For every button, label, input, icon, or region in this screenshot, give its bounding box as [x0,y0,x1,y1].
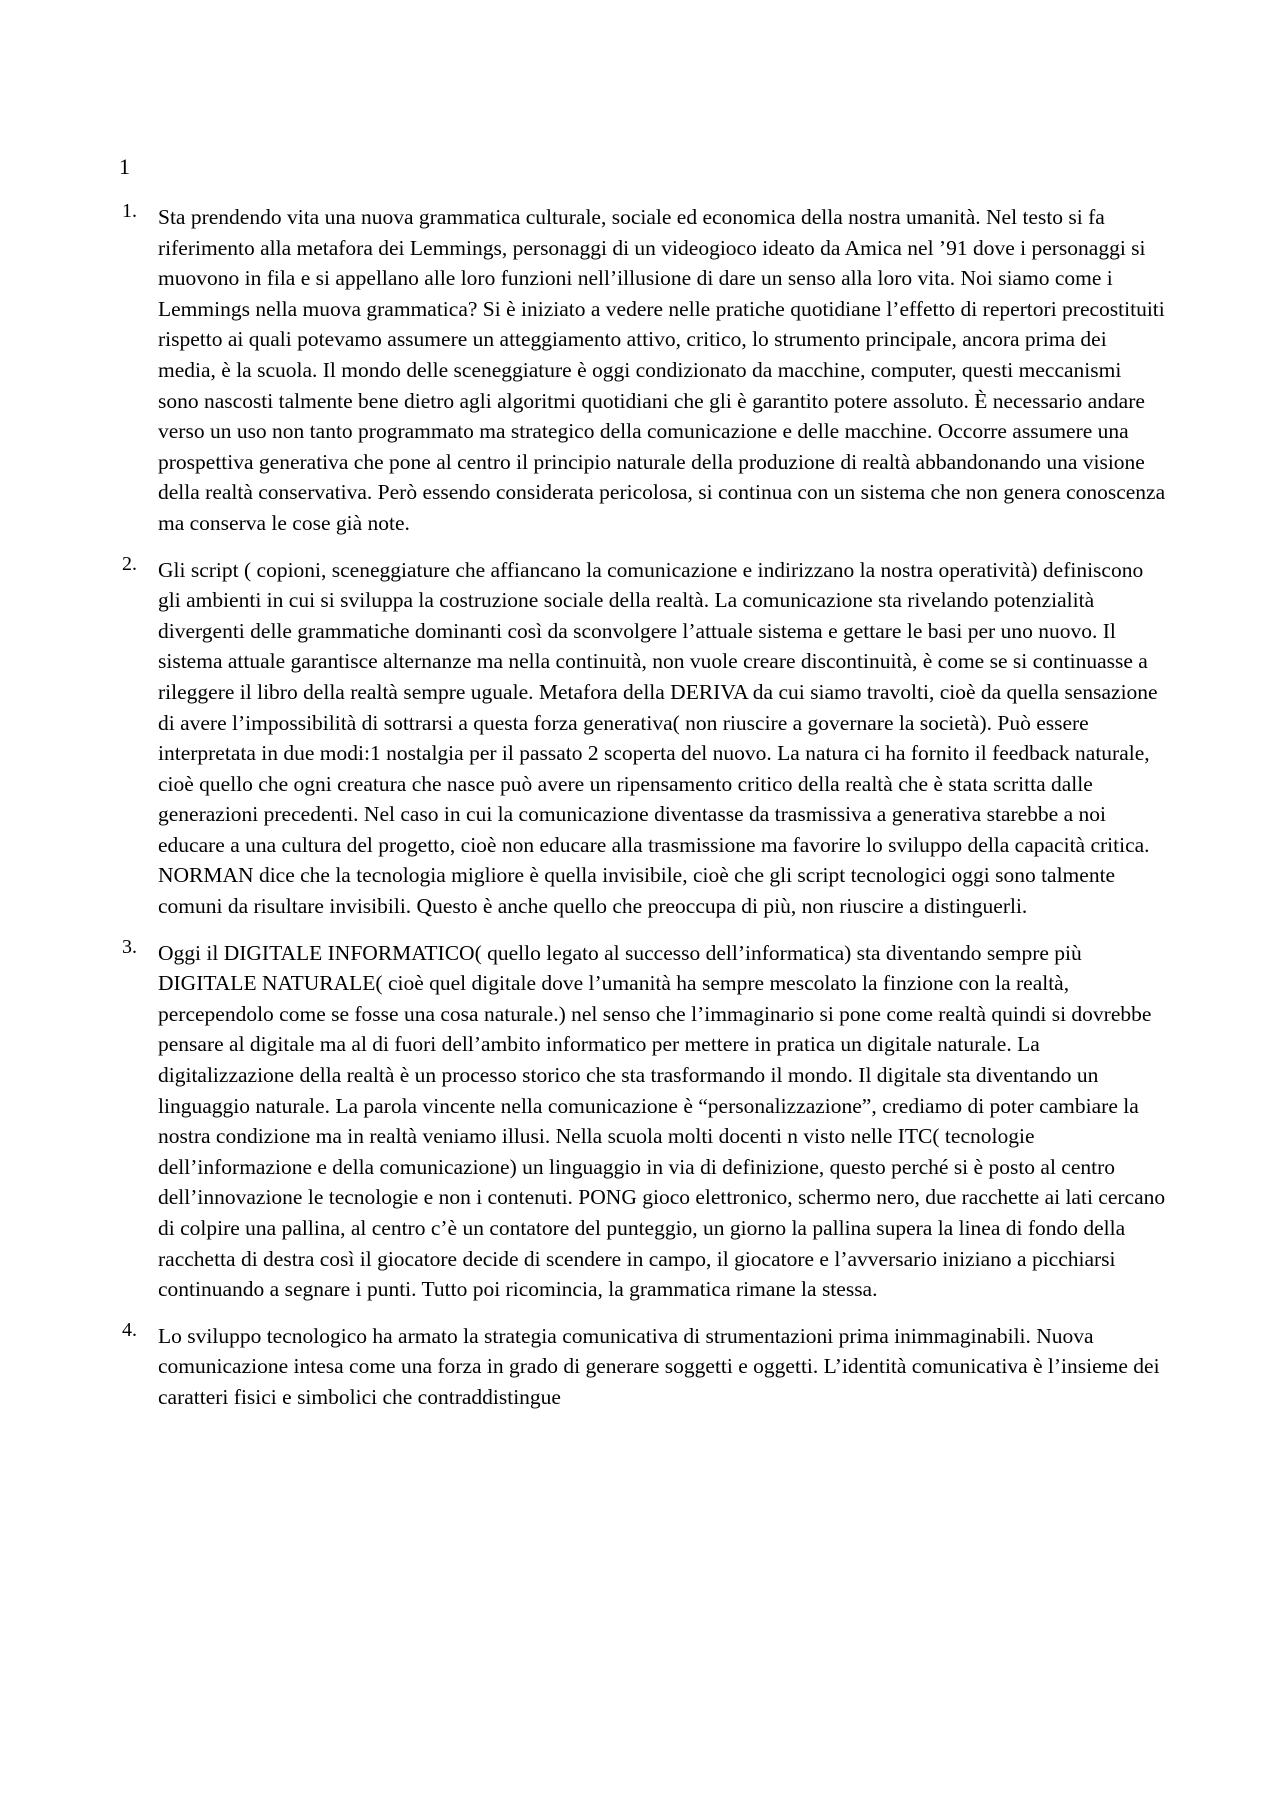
numbered-list [122,202,1167,1429]
list-item-text: Lo sviluppo tecnologico ha armato la strategia comunicativa di strumentazioni prima inimmaginabili. Nuova comunicazione intesa come una forza in grado di generare soggetti e oggetti. L’identità comunicativa è l’insieme dei caratteri fisici e simbolici che contraddistingue [158,1323,1160,1409]
list-item-number: 2. [122,552,137,575]
list-item-number: 1. [122,200,137,222]
list-item-text: Sta prendendo vita una nuova grammatica culturale, sociale ed economica della nostra umanità. Nel testo si fa riferimento alla metafora dei Lemmings, personaggi di un videogioco ideato da Amica nel ’91 dove i personaggi si muovono in fila e si appellano alle loro funzioni nell’illusione di dare un senso alla loro vita. Noi siamo come i Lemmings nella muova grammatica? Si è iniziato a vedere nelle pratiche quotidiane l’effetto di repertori precostituiti rispetto ai quali potevamo assumere un atteggiamento attivo, critico, lo strumento principale, ancora prima dei media, è la scuola. Il mondo delle sceneggiature è oggi condizionato da macchine, computer, questi meccanismi sono nascosti talmente bene dietro agli algoritmi quotidiani che gli è garantito potere assoluto. È necessario andare verso un uso non tanto programmato ma strategico della comunicazione e delle macchine. Occorre assumere una prospettiva generativa che pone al centro il principio naturale della produzione di realtà abbandonando una visione della realtà conservativa. Però essendo considerata pericolosa, si continua con un sistema che non genera conoscenza ma conserva le cose già note. [158,205,1166,535]
list-item-text: Oggi il DIGITALE INFORMATICO( quello legato al successo dell’informatica) sta diventando sempre più DIGITALE NATURALE( cioè quel digitale dove l’umanità ha sempre mescolato la finzione con la realtà, percependolo come se fosse una cosa naturale.) nel senso che l’immaginario si pone come realtà quindi si dovrebbe pensare al digitale ma al di fuori dell’ambito informatico per mettere in pratica un digitale naturale. La digitalizzazione della realtà è un processo storico che sta trasformando il mondo. Il digitale sta diventando un linguaggio naturale. La parola vincente nella comunicazione è “personalizzazione”, crediamo di poter cambiare la nostra condizione ma in realtà veniamo illusi. Nella scuola molti docenti n visto nelle ITC( tecnologie dell’informazione e della comunicazione) un linguaggio in via di definizione, questo perché si è posto al centro dell’innovazione le tecnologie e non i contenuti. PONG gioco elettronico, schermo nero, due racchette ai lati cercano di colpire una pallina, al centro c’è un contatore del punteggio, un giorno la pallina supera la linea di fondo della racchetta di destra così il giocatore decide di scendere in campo, il giocatore e l’avversario iniziano a picchiarsi continuando a segnare i punti. Tutto poi ricomincia, la grammatica rimane la stessa. [158,940,1166,1302]
page-number: 1 [119,154,130,179]
list-item-number: 3. [122,935,137,958]
list-item [122,552,1167,922]
list-item [122,935,1167,1305]
list-item-number: 4. [122,1318,137,1341]
list-item [122,202,1167,539]
list-item [122,1318,1167,1413]
list-item-text: Gli script ( copioni, sceneggiature che affiancano la comunicazione e indirizzano la nostra operatività) definiscono gli ambienti in cui si sviluppa la costruzione sociale della realtà. La comunicazione sta rivelando potenzialità divergenti delle grammatiche dominanti così da sconvolgere l’attuale sistema e gettare le basi per uno nuovo. Il sistema attuale garantisce alternanze ma nella continuità, non vuole creare discontinuità, è come se si continuasse a rileggere il libro della realtà sempre uguale. Metafora della DERIVA da cui siamo travolti, cioè da quella sensazione di avere l’impossibilità di sottrarsi a questa forza generativa( non riuscire a governare la società). Può essere interpretata in due modi:1 nostalgia per il passato 2 scoperta del nuovo. La natura ci ha fornito il feedback naturale, cioè quello che ogni creatura che nasce può avere un ripensamento critico della realtà che è stata scritta dalle generazioni precedenti. Nel caso in cui la comunicazione diventasse da trasmissiva a generativa starebbe a noi educare a una cultura del progetto, cioè non educare alla trasmissione ma favorire lo sviluppo della capacità critica. NORMAN dice che la tecnologia migliore è quella invisibile, cioè che gli script tecnologici oggi sono talmente comuni da risultare invisibili. Questo è anche quello che preoccupa di più, non riuscire a distinguerli. [158,557,1158,919]
